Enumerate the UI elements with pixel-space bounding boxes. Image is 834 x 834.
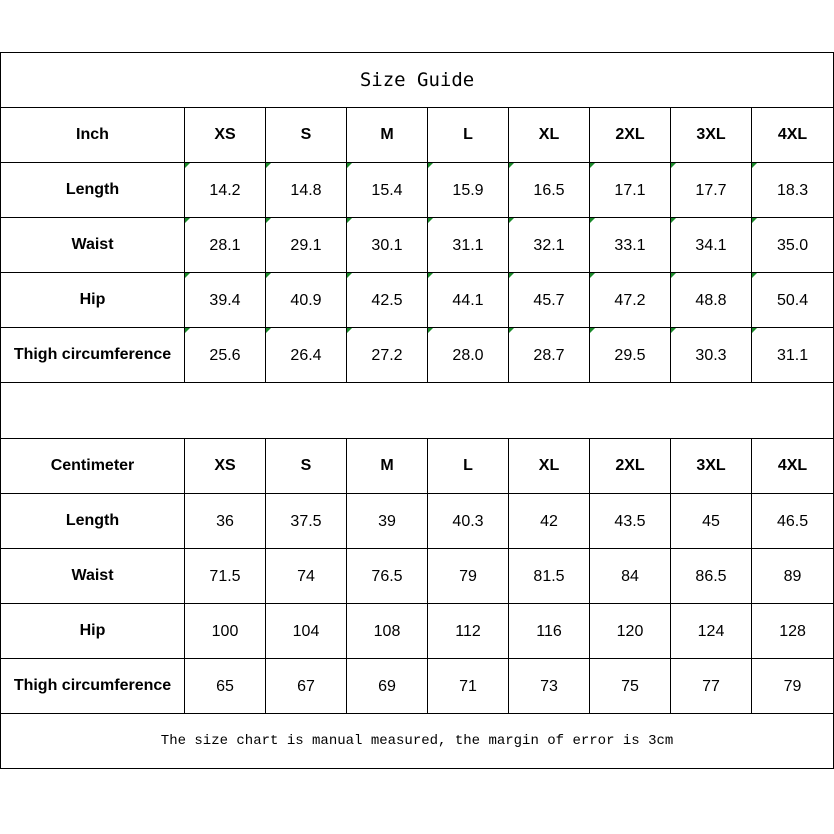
- size-header-s: S: [266, 108, 347, 163]
- measurement-value: 71.5: [185, 549, 266, 604]
- inch-row-waist: [1, 218, 834, 273]
- measurement-value: 116: [509, 604, 590, 659]
- measurement-label: Thigh circumference: [1, 328, 185, 383]
- size-header-xs: XS: [185, 108, 266, 163]
- measurement-label: Hip: [1, 273, 185, 328]
- measurement-value: 17.1: [590, 163, 671, 218]
- measurement-value: 17.7: [671, 163, 752, 218]
- measurement-value: 37.5: [266, 494, 347, 549]
- size-header-2xl: 2XL: [590, 108, 671, 163]
- inch-row-thigh-circumference: [1, 328, 834, 383]
- spacer-cell: [1, 383, 834, 439]
- measurement-value: 108: [347, 604, 428, 659]
- size-header-xl: XL: [509, 108, 590, 163]
- measurement-value: 29.1: [266, 218, 347, 273]
- measurement-value: 112: [428, 604, 509, 659]
- measurement-value: 46.5: [752, 494, 834, 549]
- measurement-value: 84: [590, 549, 671, 604]
- measurement-value: 50.4: [752, 273, 834, 328]
- centimeter-row-hip: [1, 604, 834, 659]
- measurement-value: 79: [428, 549, 509, 604]
- measurement-value: 124: [671, 604, 752, 659]
- measurement-value: 65: [185, 659, 266, 714]
- measurement-label: Waist: [1, 218, 185, 273]
- size-header-xs: XS: [185, 439, 266, 494]
- measurement-value: 74: [266, 549, 347, 604]
- measurement-value: 89: [752, 549, 834, 604]
- measurement-value: 39: [347, 494, 428, 549]
- inch-row-length: [1, 163, 834, 218]
- measurement-value: 120: [590, 604, 671, 659]
- measurement-value: 45: [671, 494, 752, 549]
- size-header-3xl: 3XL: [671, 439, 752, 494]
- measurement-value: 15.4: [347, 163, 428, 218]
- size-header-xl: XL: [509, 439, 590, 494]
- measurement-value: 26.4: [266, 328, 347, 383]
- measurement-label: Length: [1, 494, 185, 549]
- measurement-value: 28.0: [428, 328, 509, 383]
- size-header-4xl: 4XL: [752, 439, 834, 494]
- size-guide-title: Size Guide: [1, 53, 834, 108]
- measurement-value: 71: [428, 659, 509, 714]
- measurement-value: 44.1: [428, 273, 509, 328]
- title-row: [1, 53, 834, 108]
- measurement-value: 128: [752, 604, 834, 659]
- measurement-value: 31.1: [752, 328, 834, 383]
- measurement-value: 34.1: [671, 218, 752, 273]
- measurement-value: 14.2: [185, 163, 266, 218]
- centimeter-header-row: [1, 439, 834, 494]
- measurement-value: 29.5: [590, 328, 671, 383]
- size-header-3xl: 3XL: [671, 108, 752, 163]
- spacer-row: [1, 383, 834, 439]
- measurement-value: 15.9: [428, 163, 509, 218]
- measurement-value: 67: [266, 659, 347, 714]
- measurement-value: 16.5: [509, 163, 590, 218]
- measurement-value: 28.7: [509, 328, 590, 383]
- centimeter-row-waist: [1, 549, 834, 604]
- measurement-value: 30.1: [347, 218, 428, 273]
- measurement-value: 35.0: [752, 218, 834, 273]
- measurement-value: 31.1: [428, 218, 509, 273]
- measurement-value: 100: [185, 604, 266, 659]
- centimeter-row-length: [1, 494, 834, 549]
- size-header-l: L: [428, 439, 509, 494]
- measurement-value: 39.4: [185, 273, 266, 328]
- measurement-value: 33.1: [590, 218, 671, 273]
- measurement-label: Hip: [1, 604, 185, 659]
- measurement-value: 18.3: [752, 163, 834, 218]
- measurement-label: Waist: [1, 549, 185, 604]
- measurement-value: 28.1: [185, 218, 266, 273]
- size-header-2xl: 2XL: [590, 439, 671, 494]
- measurement-value: 76.5: [347, 549, 428, 604]
- note-row: [1, 714, 834, 769]
- measurement-value: 40.9: [266, 273, 347, 328]
- size-header-4xl: 4XL: [752, 108, 834, 163]
- measurement-value: 81.5: [509, 549, 590, 604]
- size-guide-table: [0, 52, 834, 769]
- inch-row-hip: [1, 273, 834, 328]
- measurement-value: 48.8: [671, 273, 752, 328]
- measurement-value: 25.6: [185, 328, 266, 383]
- measurement-value: 86.5: [671, 549, 752, 604]
- measurement-value: 47.2: [590, 273, 671, 328]
- centimeter-unit-label: Centimeter: [1, 439, 185, 494]
- inch-unit-label: Inch: [1, 108, 185, 163]
- measurement-value: 77: [671, 659, 752, 714]
- measurement-value: 73: [509, 659, 590, 714]
- measurement-value: 79: [752, 659, 834, 714]
- measurement-value: 27.2: [347, 328, 428, 383]
- measurement-label: Thigh circumference: [1, 659, 185, 714]
- measurement-value: 30.3: [671, 328, 752, 383]
- size-header-l: L: [428, 108, 509, 163]
- measurement-value: 40.3: [428, 494, 509, 549]
- size-header-m: M: [347, 108, 428, 163]
- measurement-label: Length: [1, 163, 185, 218]
- centimeter-row-thigh-circumference: [1, 659, 834, 714]
- measurement-value: 43.5: [590, 494, 671, 549]
- measurement-value: 42: [509, 494, 590, 549]
- size-header-m: M: [347, 439, 428, 494]
- size-header-s: S: [266, 439, 347, 494]
- inch-header-row: [1, 108, 834, 163]
- measurement-value: 69: [347, 659, 428, 714]
- measurement-value: 32.1: [509, 218, 590, 273]
- measurement-value: 45.7: [509, 273, 590, 328]
- measurement-value: 42.5: [347, 273, 428, 328]
- measurement-value: 14.8: [266, 163, 347, 218]
- measurement-value: 75: [590, 659, 671, 714]
- measurement-value: 104: [266, 604, 347, 659]
- measurement-note: The size chart is manual measured, the margin of error is 3cm: [1, 714, 834, 769]
- measurement-value: 36: [185, 494, 266, 549]
